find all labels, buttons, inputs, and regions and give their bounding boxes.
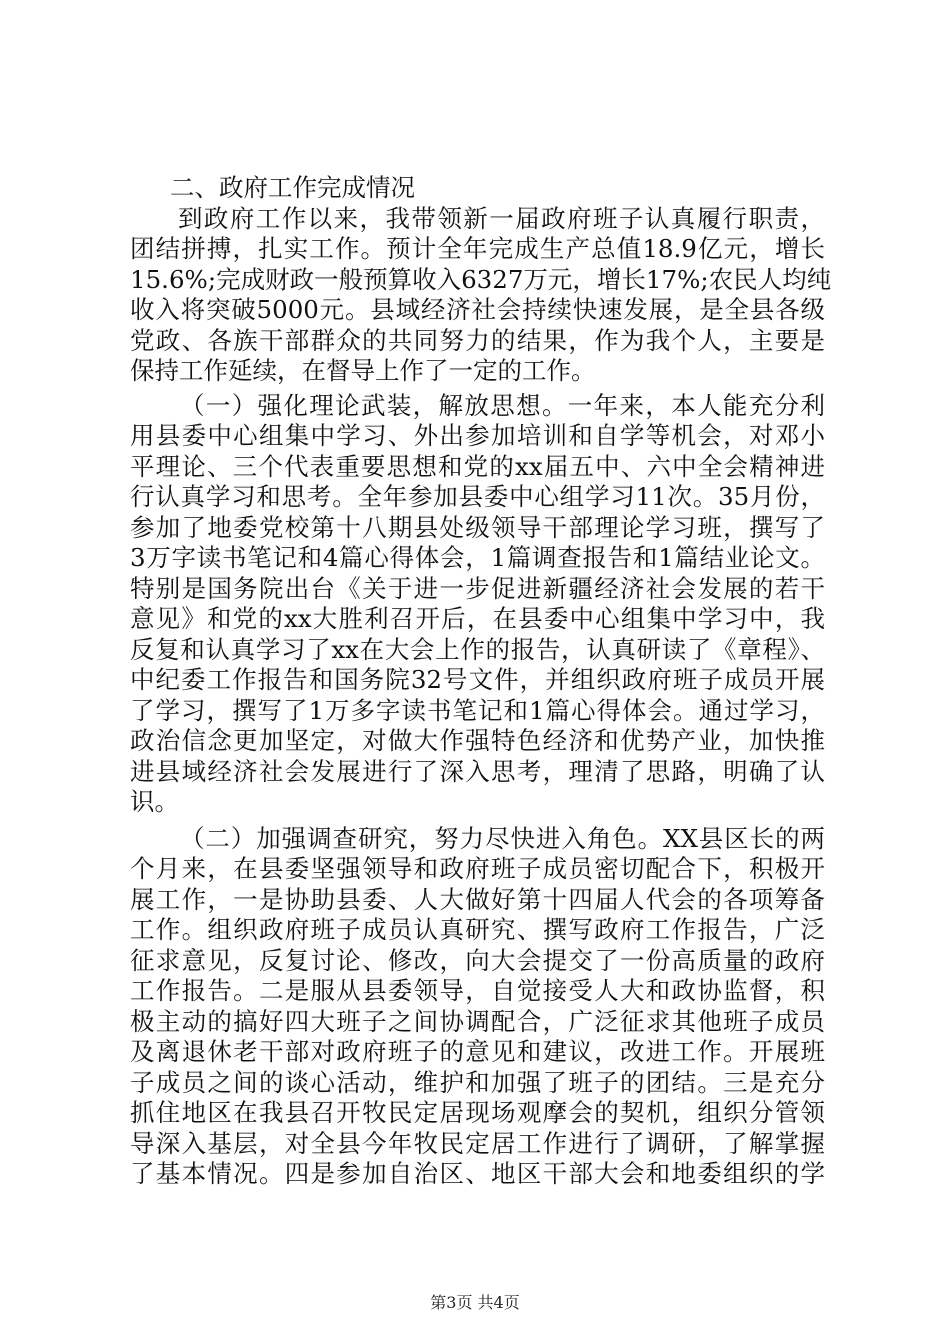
text-line: 意见》和党的xx大胜利召开后，在县委中心组集中学习中，我 bbox=[130, 604, 825, 633]
text-line: 进县域经济社会发展进行了深入思考，理清了思路，明确了认 bbox=[130, 756, 825, 786]
section-heading: 二、政府工作完成情况 bbox=[170, 173, 415, 202]
text-line: 收入将突破5000元。县域经济社会持续快速发展，是全县各级 bbox=[130, 295, 825, 324]
text-line: 平理论、三个代表重要思想和党的xx届五中、六中全会精神进 bbox=[130, 451, 825, 481]
document-body bbox=[130, 173, 832, 1190]
paragraph-1 bbox=[130, 203, 832, 387]
text-line: 导深入基层，对全县今年牧民定居工作进行了调研，了解掌握 bbox=[130, 1128, 825, 1158]
text-line: 用县委中心组集中学习、外出参加培训和自学等机会，对邓小 bbox=[130, 421, 825, 450]
text-line: 了基本情况。四是参加自治区、地区干部大会和地委组织的学 bbox=[130, 1159, 825, 1188]
text-line: 识。 bbox=[130, 787, 179, 816]
paragraph-3 bbox=[130, 824, 825, 1190]
text-line: 特别是国务院出台《关于进一步促进新疆经济社会发展的若干 bbox=[130, 573, 825, 603]
text-line: 及离退休老干部对政府班子的意见和建议，改进工作。开展班 bbox=[130, 1037, 825, 1066]
text-line: 征求意见，反复讨论、修改，向大会提交了一份高质量的政府 bbox=[130, 945, 825, 975]
page-number: 第3页 共4页 bbox=[430, 1293, 520, 1312]
text-line: 反复和认真学习了xx在大会上作的报告，认真研读了《章程》、 bbox=[130, 634, 825, 664]
paragraph-2 bbox=[130, 391, 825, 818]
text-line: 保持工作延续，在督导上作了一定的工作。 bbox=[130, 356, 596, 385]
text-line: 参加了地委党校第十八期县处级领导干部理论学习班，撰写了 bbox=[130, 512, 825, 542]
text-line: 团结拼搏，扎实工作。预计全年完成生产总值18.9亿元，增长 bbox=[130, 234, 825, 263]
text-line: 工作报告。二是服从县委领导，自觉接受人大和政协监督，积 bbox=[130, 976, 825, 1005]
text-line: 工作。组织政府班子成员认真研究、撰写政府工作报告，广泛 bbox=[130, 915, 825, 944]
text-line: 展工作，一是协助县委、人大做好第十四届人代会的各项筹备 bbox=[130, 884, 825, 914]
text-line: 了学习，撰写了1万多字读书笔记和1篇心得体会。通过学习， bbox=[130, 695, 825, 725]
text-line: 中纪委工作报告和国务院32号文件，并组织政府班子成员开展 bbox=[130, 665, 825, 694]
text-line: 子成员之间的谈心活动，维护和加强了班子的团结。三是充分 bbox=[130, 1067, 825, 1097]
text-line: 极主动的搞好四大班子之间协调配合，广泛征求其他班子成员 bbox=[130, 1006, 825, 1036]
text-line: （一）强化理论武装，解放思想。一年来，本人能充分利 bbox=[180, 390, 825, 420]
text-line: （二）加强调查研究，努力尽快进入角色。XX县区长的两 bbox=[180, 823, 825, 853]
text-line: 3万字读书笔记和4篇心得体会，1篇调查报告和1篇结业论文。 bbox=[130, 543, 825, 572]
text-line: 党政、各族干部群众的共同努力的结果，作为我个人，主要是 bbox=[130, 325, 825, 355]
text-line: 15.6%;完成财政一般预算收入6327万元，增长17%;农民人均纯 bbox=[130, 264, 832, 294]
text-line: 个月来，在县委坚强领导和政府班子成员密切配合下，积极开 bbox=[130, 854, 825, 883]
text-line: 到政府工作以来，我带领新一届政府班子认真履行职责， bbox=[178, 203, 825, 233]
text-line: 抓住地区在我县召开牧民定居现场观摩会的契机，组织分管领 bbox=[130, 1098, 825, 1127]
text-line: 政治信念更加坚定，对做大作强特色经济和优势产业，加快推 bbox=[130, 726, 825, 755]
text-line: 行认真学习和思考。全年参加县委中心组学习11次。35月份， bbox=[130, 482, 825, 511]
